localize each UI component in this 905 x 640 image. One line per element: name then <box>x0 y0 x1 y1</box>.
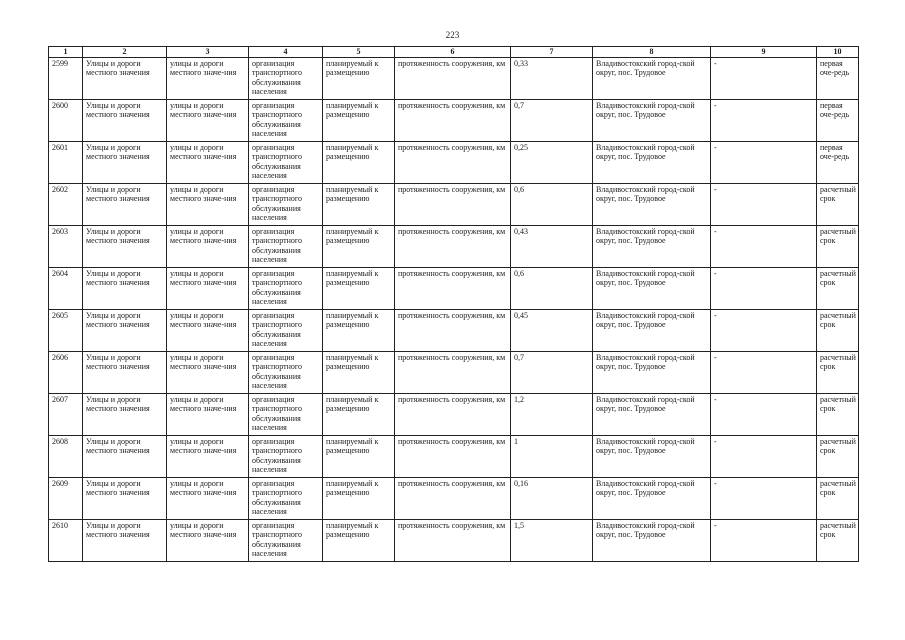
column-header: 2 <box>83 47 167 58</box>
cell-location: Владивостокский город-ской округ, пос. Трудовое <box>593 309 711 351</box>
cell-purpose: организация транспортного обслуживания населения <box>249 57 323 99</box>
cell-term: расчетный срок <box>817 351 859 393</box>
cell-location: Владивостокский город-ской округ, пос. Трудовое <box>593 183 711 225</box>
cell-zone: - <box>711 141 817 183</box>
cell-characteristic: протяженность сооружения, км <box>395 351 511 393</box>
cell-name: Улицы и дороги местного значения <box>83 57 167 99</box>
cell-status: планируемый к размещению <box>323 309 395 351</box>
cell-characteristic: протяженность сооружения, км <box>395 99 511 141</box>
cell-characteristic: протяженность сооружения, км <box>395 519 511 561</box>
cell-term: расчетный срок <box>817 183 859 225</box>
cell-status: планируемый к размещению <box>323 519 395 561</box>
cell-value: 0,45 <box>511 309 593 351</box>
cell-location: Владивостокский город-ской округ, пос. Трудовое <box>593 141 711 183</box>
cell-zone: - <box>711 309 817 351</box>
cell-name: Улицы и дороги местного значения <box>83 309 167 351</box>
cell-value: 0,6 <box>511 267 593 309</box>
table-row <box>49 267 859 309</box>
page-number: 223 <box>445 30 460 40</box>
cell-name: Улицы и дороги местного значения <box>83 183 167 225</box>
cell-type: улицы и дороги местного значе-ния <box>167 393 249 435</box>
cell-term: расчетный срок <box>817 435 859 477</box>
cell-number: 2605 <box>49 309 83 351</box>
cell-type: улицы и дороги местного значе-ния <box>167 435 249 477</box>
cell-value: 0,7 <box>511 351 593 393</box>
cell-name: Улицы и дороги местного значения <box>83 435 167 477</box>
cell-zone: - <box>711 435 817 477</box>
cell-status: планируемый к размещению <box>323 183 395 225</box>
cell-number: 2606 <box>49 351 83 393</box>
cell-characteristic: протяженность сооружения, км <box>395 393 511 435</box>
column-header: 7 <box>511 47 593 58</box>
cell-characteristic: протяженность сооружения, км <box>395 141 511 183</box>
cell-zone: - <box>711 351 817 393</box>
table-row <box>49 141 859 183</box>
cell-purpose: организация транспортного обслуживания населения <box>249 183 323 225</box>
cell-term: расчетный срок <box>817 225 859 267</box>
cell-zone: - <box>711 393 817 435</box>
cell-value: 1,2 <box>511 393 593 435</box>
cell-status: планируемый к размещению <box>323 393 395 435</box>
cell-number: 2603 <box>49 225 83 267</box>
cell-purpose: организация транспортного обслуживания населения <box>249 393 323 435</box>
table-row <box>49 99 859 141</box>
cell-number: 2609 <box>49 477 83 519</box>
cell-name: Улицы и дороги местного значения <box>83 267 167 309</box>
cell-term: расчетный срок <box>817 309 859 351</box>
cell-term: первая оче-редь <box>817 57 859 99</box>
column-header: 10 <box>817 47 859 58</box>
cell-characteristic: протяженность сооружения, км <box>395 183 511 225</box>
cell-purpose: организация транспортного обслуживания населения <box>249 309 323 351</box>
cell-purpose: организация транспортного обслуживания населения <box>249 99 323 141</box>
cell-term: расчетный срок <box>817 267 859 309</box>
cell-characteristic: протяженность сооружения, км <box>395 57 511 99</box>
header-row <box>49 47 859 58</box>
cell-name: Улицы и дороги местного значения <box>83 519 167 561</box>
cell-location: Владивостокский город-ской округ, пос. Трудовое <box>593 393 711 435</box>
cell-purpose: организация транспортного обслуживания населения <box>249 435 323 477</box>
cell-location: Владивостокский город-ской округ, пос. Трудовое <box>593 519 711 561</box>
table-row <box>49 393 859 435</box>
table-row <box>49 477 859 519</box>
cell-zone: - <box>711 477 817 519</box>
column-header: 6 <box>395 47 511 58</box>
cell-type: улицы и дороги местного значе-ния <box>167 477 249 519</box>
cell-purpose: организация транспортного обслуживания населения <box>249 225 323 267</box>
cell-type: улицы и дороги местного значе-ния <box>167 99 249 141</box>
table-row <box>49 183 859 225</box>
cell-purpose: организация транспортного обслуживания населения <box>249 351 323 393</box>
table-row <box>49 309 859 351</box>
cell-value: 0,43 <box>511 225 593 267</box>
cell-name: Улицы и дороги местного значения <box>83 99 167 141</box>
cell-zone: - <box>711 183 817 225</box>
cell-value: 0,7 <box>511 99 593 141</box>
cell-type: улицы и дороги местного значе-ния <box>167 57 249 99</box>
cell-location: Владивостокский город-ской округ, пос. Трудовое <box>593 225 711 267</box>
cell-number: 2601 <box>49 141 83 183</box>
cell-value: 0,33 <box>511 57 593 99</box>
cell-number: 2602 <box>49 183 83 225</box>
cell-location: Владивостокский город-ской округ, пос. Трудовое <box>593 477 711 519</box>
cell-status: планируемый к размещению <box>323 435 395 477</box>
cell-status: планируемый к размещению <box>323 141 395 183</box>
cell-name: Улицы и дороги местного значения <box>83 141 167 183</box>
cell-status: планируемый к размещению <box>323 477 395 519</box>
cell-name: Улицы и дороги местного значения <box>83 393 167 435</box>
cell-status: планируемый к размещению <box>323 267 395 309</box>
cell-number: 2610 <box>49 519 83 561</box>
cell-name: Улицы и дороги местного значения <box>83 477 167 519</box>
cell-term: первая оче-редь <box>817 141 859 183</box>
cell-number: 2599 <box>49 57 83 99</box>
table-row <box>49 57 859 99</box>
cell-type: улицы и дороги местного значе-ния <box>167 351 249 393</box>
cell-number: 2608 <box>49 435 83 477</box>
cell-name: Улицы и дороги местного значения <box>83 225 167 267</box>
cell-status: планируемый к размещению <box>323 57 395 99</box>
cell-value: 1,5 <box>511 519 593 561</box>
cell-location: Владивостокский город-ской округ, пос. Трудовое <box>593 99 711 141</box>
cell-purpose: организация транспортного обслуживания населения <box>249 519 323 561</box>
cell-type: улицы и дороги местного значе-ния <box>167 309 249 351</box>
cell-zone: - <box>711 267 817 309</box>
cell-zone: - <box>711 225 817 267</box>
cell-location: Владивостокский город-ской округ, пос. Трудовое <box>593 435 711 477</box>
cell-value: 1 <box>511 435 593 477</box>
cell-type: улицы и дороги местного значе-ния <box>167 225 249 267</box>
cell-status: планируемый к размещению <box>323 99 395 141</box>
table-row <box>49 225 859 267</box>
cell-status: планируемый к размещению <box>323 225 395 267</box>
cell-value: 0,25 <box>511 141 593 183</box>
cell-type: улицы и дороги местного значе-ния <box>167 141 249 183</box>
column-header: 1 <box>49 47 83 58</box>
column-header: 8 <box>593 47 711 58</box>
cell-type: улицы и дороги местного значе-ния <box>167 267 249 309</box>
cell-characteristic: протяженность сооружения, км <box>395 225 511 267</box>
column-header: 5 <box>323 47 395 58</box>
table-row <box>49 351 859 393</box>
cell-location: Владивостокский город-ской округ, пос. Трудовое <box>593 351 711 393</box>
cell-characteristic: протяженность сооружения, км <box>395 435 511 477</box>
cell-location: Владивостокский город-ской округ, пос. Трудовое <box>593 57 711 99</box>
cell-number: 2600 <box>49 99 83 141</box>
table-row <box>49 435 859 477</box>
cell-value: 0,6 <box>511 183 593 225</box>
cell-location: Владивостокский город-ской округ, пос. Трудовое <box>593 267 711 309</box>
cell-name: Улицы и дороги местного значения <box>83 351 167 393</box>
cell-characteristic: протяженность сооружения, км <box>395 309 511 351</box>
cell-purpose: организация транспортного обслуживания населения <box>249 141 323 183</box>
column-header: 4 <box>249 47 323 58</box>
objects-table <box>48 46 859 562</box>
cell-number: 2604 <box>49 267 83 309</box>
cell-term: расчетный срок <box>817 519 859 561</box>
cell-characteristic: протяженность сооружения, км <box>395 477 511 519</box>
cell-status: планируемый к размещению <box>323 351 395 393</box>
cell-type: улицы и дороги местного значе-ния <box>167 519 249 561</box>
cell-characteristic: протяженность сооружения, км <box>395 267 511 309</box>
cell-term: первая оче-редь <box>817 99 859 141</box>
cell-term: расчетный срок <box>817 393 859 435</box>
cell-zone: - <box>711 57 817 99</box>
cell-number: 2607 <box>49 393 83 435</box>
column-header: 3 <box>167 47 249 58</box>
cell-zone: - <box>711 519 817 561</box>
cell-term: расчетный срок <box>817 477 859 519</box>
cell-value: 0,16 <box>511 477 593 519</box>
cell-type: улицы и дороги местного значе-ния <box>167 183 249 225</box>
cell-purpose: организация транспортного обслуживания населения <box>249 267 323 309</box>
cell-zone: - <box>711 99 817 141</box>
table-row <box>49 519 859 561</box>
cell-purpose: организация транспортного обслуживания населения <box>249 477 323 519</box>
column-header: 9 <box>711 47 817 58</box>
